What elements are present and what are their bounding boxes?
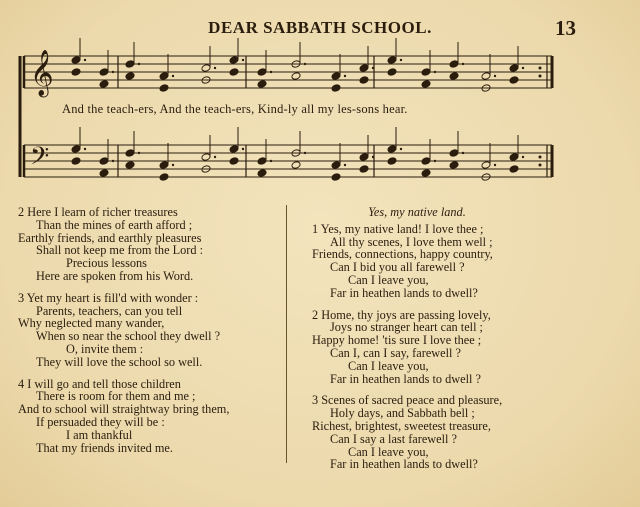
- svg-text:𝄢: 𝄢: [30, 142, 50, 177]
- verse: [312, 223, 542, 300]
- verse-line: 3 Scenes of sacred peace and pleasure,: [312, 393, 503, 408]
- bass-staff: [24, 127, 552, 181]
- right-verses: [312, 206, 542, 480]
- verse-line: Holy days, and Sabbath bell ;: [330, 406, 475, 421]
- lyric-line: And the teach-ers, And the teach-ers, Kind-ly all my les-sons hear.: [62, 102, 408, 116]
- verse-line: Can I, can I say, farewell ?: [330, 345, 461, 360]
- verse-line: Can I leave you,: [348, 444, 429, 459]
- verse: [18, 378, 280, 455]
- verse-line: 4 I will go and tell those children: [18, 376, 181, 391]
- verse-line: I am thankful: [66, 427, 133, 442]
- verse-line: Richest, brightest, sweetest treasure,: [312, 418, 491, 433]
- page-number: 13: [555, 16, 576, 40]
- verse-line: When so near the school they dwell ?: [36, 329, 221, 344]
- verse-line: Than the mines of earth afford ;: [36, 217, 193, 232]
- verse-line: Here are spoken from his Word.: [36, 268, 194, 283]
- music-notation: [0, 0, 640, 200]
- verse-line: There is room for them and me ;: [36, 389, 196, 404]
- verse-line: And to school will straightway bring them,: [18, 402, 230, 417]
- verse-line: Parents, teachers, can you tell: [36, 303, 183, 318]
- verse-line: Why neglected many wander,: [18, 316, 165, 331]
- verse: [312, 394, 542, 471]
- verse: [18, 206, 280, 283]
- verse-line: All thy scenes, I love them well ;: [330, 234, 493, 249]
- verse-line: They will love the school so well.: [36, 354, 203, 369]
- verse-line: Earthly friends, and earthly pleasures: [18, 230, 202, 245]
- page-title: DEAR SABBATH SCHOOL.: [208, 18, 432, 37]
- verse-line: 2 Here I learn of richer treasures: [18, 205, 178, 219]
- verse-line: That my friends invited me.: [36, 440, 173, 455]
- left-verses: [18, 206, 280, 463]
- hymn-subtitle: Yes, my native land.: [368, 205, 466, 219]
- verse-line: 2 Home, thy joys are passing lovely,: [312, 307, 491, 322]
- verse-line: Far in heathen lands to dwell ?: [330, 371, 481, 386]
- verse-line: Can I leave you,: [348, 272, 429, 287]
- verse-line: Friends, connections, happy country,: [312, 247, 493, 262]
- verse-line: Precious lessons: [66, 256, 147, 271]
- column-divider: [286, 205, 287, 463]
- verse-line: Can I bid you all farewell ?: [330, 260, 465, 275]
- verse-line: Shall not keep me from the Lord :: [36, 243, 203, 258]
- verse-line: 1 Yes, my native land! I love thee ;: [312, 221, 484, 236]
- verse-line: Can I say a last farewell ?: [330, 431, 458, 446]
- verse-line: Far in heathen lands to dwell?: [330, 285, 478, 300]
- verse-line: Far in heathen lands to dwell?: [330, 457, 478, 472]
- verse-line: Happy home! 'tis sure I love thee ;: [312, 333, 482, 348]
- verse-line: 3 Yet my heart is fill'd with wonder :: [18, 290, 199, 305]
- verse-line: O, invite them :: [66, 341, 144, 356]
- svg-text:𝄞: 𝄞: [30, 50, 54, 96]
- verse-line: If persuaded they will be :: [36, 414, 165, 429]
- verse: [18, 292, 280, 369]
- verse-line: Joys no stranger heart can tell ;: [330, 320, 483, 335]
- verse-line: Can I leave you,: [348, 358, 429, 373]
- verse: [312, 309, 542, 386]
